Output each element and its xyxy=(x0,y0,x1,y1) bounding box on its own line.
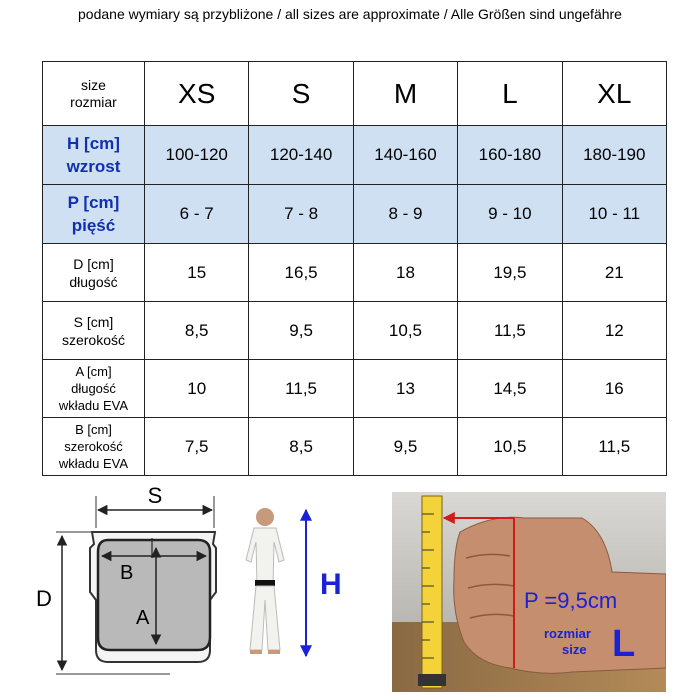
fist-value: 9 - 10 xyxy=(458,185,562,244)
length-value: 18 xyxy=(353,244,457,302)
height-value: 160-180 xyxy=(458,126,562,185)
length-unit-label: D [cm] xyxy=(73,255,114,272)
width-value: 9,5 xyxy=(249,302,353,360)
eva-length-unit-label: A [cm] xyxy=(75,364,112,379)
height-name-label: wzrost xyxy=(66,157,121,176)
width-name-label: szerokość xyxy=(61,331,126,348)
size-xs: XS xyxy=(145,62,249,126)
fist-measure-label: P =9,5cm xyxy=(524,588,618,613)
height-value: 180-190 xyxy=(562,126,666,185)
eva-length-value: 14,5 xyxy=(458,360,562,418)
fist-label-cell xyxy=(43,185,145,244)
pad-dimension-diagram xyxy=(30,482,240,687)
length-d-label: D xyxy=(36,586,52,611)
fist-name-label: pięść xyxy=(71,216,116,235)
eva-length-name-label: długość xyxy=(71,381,116,396)
eva-length-value: 16 xyxy=(562,360,666,418)
fist-unit-label: P [cm] xyxy=(67,193,120,212)
width-value: 10,5 xyxy=(353,302,457,360)
eva-length-value: 11,5 xyxy=(249,360,353,418)
eva-length-insert-label: wkładu EVA xyxy=(58,398,129,413)
rozmiar-label: rozmiar xyxy=(70,93,117,110)
eva-width-row xyxy=(43,418,667,476)
insert-width-b-label: B xyxy=(120,562,134,584)
rozmiar-word: rozmiar xyxy=(544,626,591,641)
eva-length-value: 10 xyxy=(145,360,249,418)
approximate-sizes-note: podane wymiary są przybliżone / all sizes are approximate / Alle Größen sind ungefähre xyxy=(78,6,622,22)
height-value: 100-120 xyxy=(145,126,249,185)
size-letter: L xyxy=(612,623,636,665)
tape-measure xyxy=(418,496,446,688)
height-label-cell xyxy=(43,126,145,185)
eva-length-value: 13 xyxy=(353,360,457,418)
size-m: M xyxy=(353,62,457,126)
fist-value: 8 - 9 xyxy=(353,185,457,244)
eva-width-value: 8,5 xyxy=(249,418,353,476)
eva-length-label-cell xyxy=(43,360,145,418)
height-unit-label: H [cm] xyxy=(67,134,120,153)
size-chart-table xyxy=(42,61,667,476)
height-value: 140-160 xyxy=(353,126,457,185)
height-value: 120-140 xyxy=(249,126,353,185)
length-value: 19,5 xyxy=(458,244,562,302)
size-l: L xyxy=(458,62,562,126)
fist-measurement-photo xyxy=(392,492,666,692)
width-row xyxy=(43,302,667,360)
fist-row xyxy=(43,185,667,244)
fist-value: 10 - 11 xyxy=(562,185,666,244)
person-height-figure xyxy=(228,500,358,665)
length-name-label: długość xyxy=(69,273,118,290)
eva-width-value: 9,5 xyxy=(353,418,457,476)
eva-width-label-cell xyxy=(43,418,145,476)
length-row xyxy=(43,244,667,302)
width-value: 12 xyxy=(562,302,666,360)
size-s: S xyxy=(249,62,353,126)
eva-length-row xyxy=(43,360,667,418)
fist-value: 7 - 8 xyxy=(249,185,353,244)
size-xl: XL xyxy=(562,62,666,126)
size-word: size xyxy=(562,642,587,657)
width-unit-label: S [cm] xyxy=(73,313,114,330)
width-value: 8,5 xyxy=(145,302,249,360)
length-value: 16,5 xyxy=(249,244,353,302)
height-h-label: H xyxy=(320,568,342,601)
eva-width-insert-label: wkładu EVA xyxy=(58,456,129,471)
width-s-label: S xyxy=(147,483,163,508)
size-label: size xyxy=(81,76,106,93)
karate-person-icon xyxy=(246,508,284,654)
length-value: 15 xyxy=(145,244,249,302)
eva-width-name-label: szerokość xyxy=(64,439,123,454)
length-label-cell xyxy=(43,244,145,302)
fist-value: 6 - 7 xyxy=(145,185,249,244)
width-value: 11,5 xyxy=(458,302,562,360)
eva-width-value: 10,5 xyxy=(458,418,562,476)
insert-length-a-label: A xyxy=(136,607,150,629)
eva-width-value: 7,5 xyxy=(145,418,249,476)
eva-width-unit-label: B [cm] xyxy=(75,422,112,437)
height-row xyxy=(43,126,667,185)
size-header-row xyxy=(43,62,667,126)
length-value: 21 xyxy=(562,244,666,302)
eva-width-value: 11,5 xyxy=(562,418,666,476)
size-label-cell xyxy=(43,62,145,126)
width-label-cell xyxy=(43,302,145,360)
